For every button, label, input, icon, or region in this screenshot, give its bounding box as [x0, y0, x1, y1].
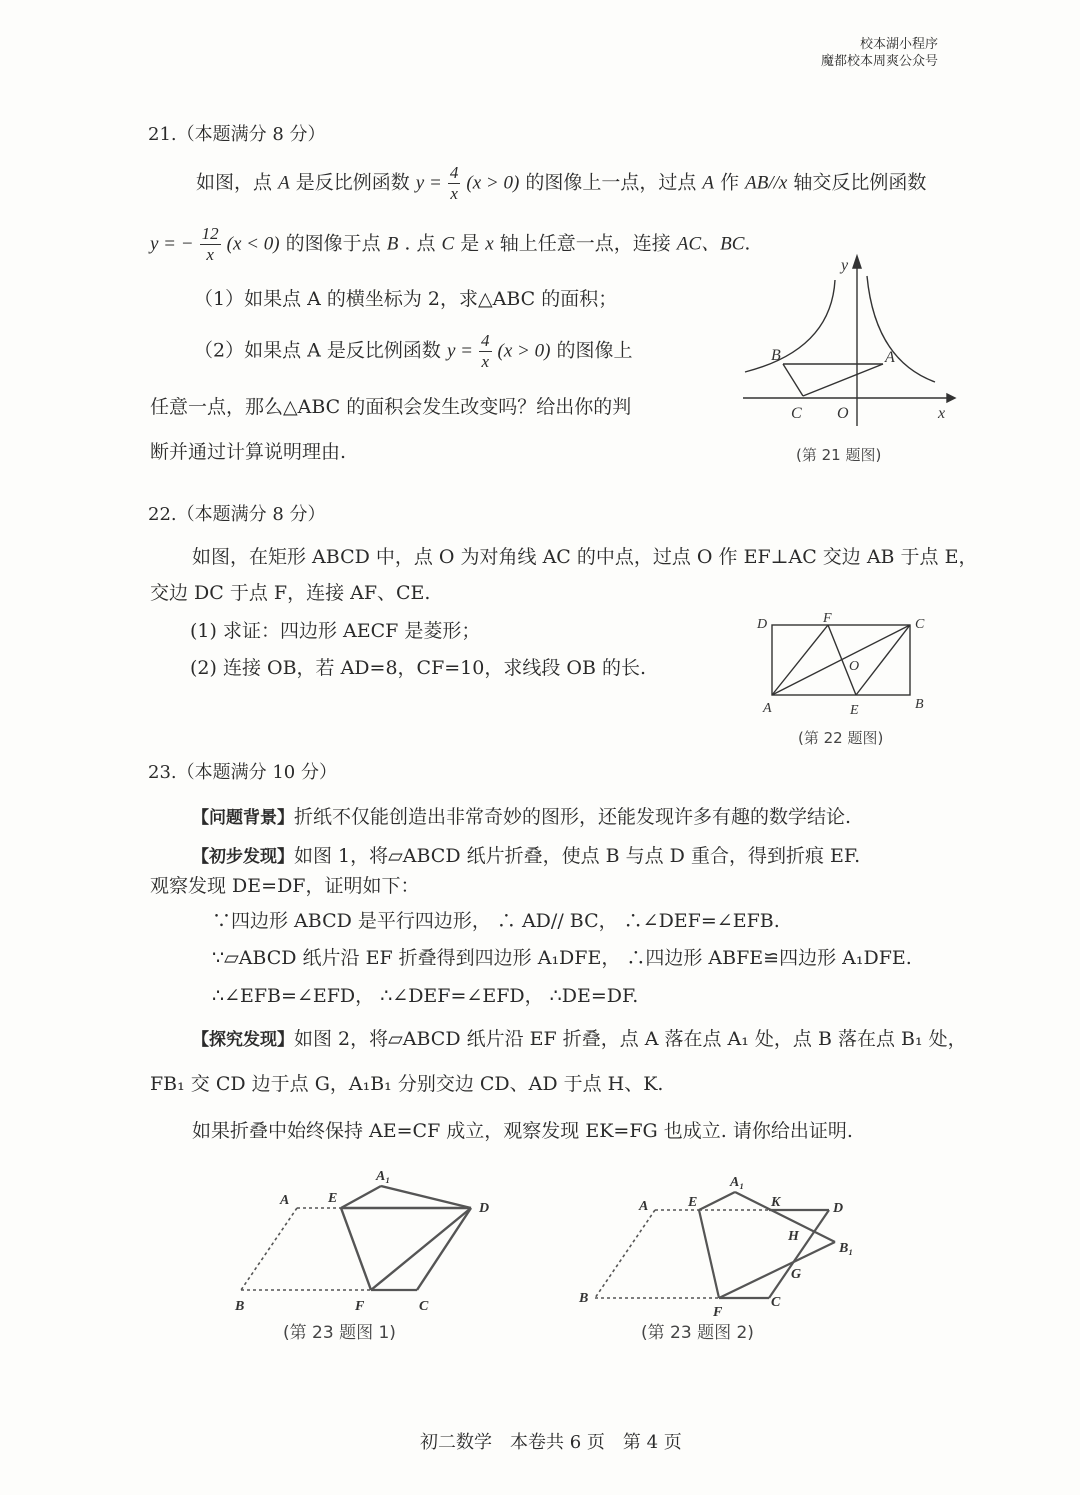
label-e: E	[850, 703, 859, 718]
watermark-line2: 魔都校本周爽公众号	[820, 54, 938, 69]
label-b: B	[771, 347, 781, 364]
q23-initial-finding: 【初步发现】如图 1，将▱ABCD 纸片折叠，使点 B 与点 D 重合，得到折痕 EF.	[192, 845, 861, 867]
diagonal-ac	[772, 625, 910, 695]
dotted-ab	[595, 1210, 655, 1298]
segment-bc	[783, 364, 803, 396]
label-a: A	[639, 1199, 649, 1214]
label-b: B	[235, 1299, 245, 1314]
label-y: y	[841, 257, 849, 274]
watermark	[821, 36, 938, 70]
q23-proof-3: ∴∠EFB=∠EFD， ∴∠DEF=∠EFD， ∴DE=DF.	[212, 985, 639, 1007]
label-f: F	[355, 1299, 365, 1314]
x-axis-arrow	[947, 394, 955, 402]
q23-proof-1: ∵四边形 ABCD 是平行四边形， ∴ AD// BC， ∴∠DEF=∠EFB.	[212, 910, 780, 932]
q23-exploration-line2: FB₁ 交 CD 边于点 G，A₁B₁ 分别交边 CD、AD 于点 H、K.	[150, 1073, 664, 1095]
q23-figure-1	[225, 1160, 515, 1320]
q22-paragraph-1: 如图，在矩形 ABCD 中，点 O 为对角线 AC 的中点，过点 O 作 EF⊥AC 交边 AB 于点 E，	[192, 546, 978, 568]
label-a: A	[885, 349, 895, 366]
y-axis-arrow	[853, 256, 861, 268]
q21-sub-2-line3: 断并通过计算说明理由.	[150, 441, 347, 463]
label-a1: A₁	[730, 1175, 745, 1190]
q22-sub-1: (1) 求证：四边形 AECF 是菱形；	[190, 620, 481, 642]
q21-sub-2: （2）如果点 A 是反比例函数 y = $\frac{4}{x}$ (x > 0) 的图像上	[194, 331, 633, 371]
fraction-4-over-x: $\frac{4}{x}$	[449, 163, 459, 203]
segment-ac	[803, 364, 883, 396]
label-c: C	[915, 617, 925, 632]
q21-caption: (第 21 题图)	[796, 446, 882, 464]
label-c: C	[791, 405, 802, 422]
label-d: D	[833, 1201, 844, 1216]
segment-ef	[341, 1208, 371, 1290]
label-c: C	[419, 1299, 429, 1314]
q22-figure	[755, 610, 935, 720]
q23-figure-2	[575, 1170, 875, 1320]
segment-ec	[856, 625, 910, 695]
segment-cd	[417, 1208, 471, 1290]
label-b: B	[579, 1291, 589, 1306]
q23-exploration: 【探究发现】如图 2，将▱ABCD 纸片沿 EF 折叠，点 A 落在点 A₁ 处，点 B 落在点 B₁ 处，	[192, 1028, 967, 1050]
segment-fb1	[719, 1242, 835, 1298]
q22-sub-2: (2) 连接 OB，若 AD=8，CF=10，求线段 OB 的长.	[190, 657, 647, 679]
segment-fd	[371, 1208, 471, 1290]
curve-left	[745, 280, 835, 372]
label-a1: A₁	[376, 1169, 391, 1184]
label-d: D	[757, 617, 768, 632]
q23-caption-1: (第 23 题图 1)	[283, 1323, 396, 1343]
segment-a1d	[381, 1186, 471, 1208]
label-c: C	[771, 1295, 781, 1310]
segment-ea1	[699, 1192, 735, 1210]
q23-caption-2: (第 23 题图 2)	[641, 1323, 754, 1343]
q21-paragraph-2: y = − $\frac{12}{x}$ (x < 0) 的图像于点 B . 点 C 是 x 轴上任意一点，连接 AC、BC.	[150, 224, 751, 264]
q21-sub-2-line2: 任意一点，那么△ABC 的面积会发生改变吗？给出你的判	[150, 396, 632, 418]
label-e: E	[688, 1195, 698, 1210]
label-d: D	[479, 1201, 490, 1216]
label-o: O	[849, 659, 860, 674]
label-e: E	[328, 1191, 338, 1206]
segment-ef	[699, 1210, 719, 1298]
segment-ea1	[341, 1186, 381, 1208]
q22-header: 22.（本题满分 8 分）	[148, 504, 326, 525]
watermark-line1: 校本湖小程序	[859, 37, 938, 52]
label-k: K	[771, 1195, 781, 1210]
q23-final-task: 如果折叠中始终保持 AE=CF 成立，观察发现 EK=FG 也成立. 请你给出证明.	[192, 1120, 853, 1142]
label-h: H	[788, 1229, 799, 1244]
fraction-4-over-x-2: $\frac{4}{x}$	[481, 331, 490, 371]
q22-paragraph-2: 交边 DC 于点 F，连接 AF、CE.	[150, 582, 431, 604]
dotted-ab	[241, 1208, 297, 1290]
q23-proof-2: ∵▱ABCD 纸片沿 EF 折叠得到四边形 A₁DFE， ∴四边形 ABFE≌四边形 A₁DFE.	[212, 947, 912, 969]
label-f: F	[713, 1305, 723, 1320]
q21-paragraph-1: 如图，点 A 是反比例函数 y = $\frac{4}{x}$ (x > 0) 的图像上一点，过点 A 作 AB//x 轴交反比例函数	[196, 163, 927, 203]
q23-observation: 观察发现 DE=DF，证明如下：	[150, 875, 420, 897]
q23-header: 23.（本题满分 10 分）	[148, 762, 337, 783]
label-a: A	[763, 701, 772, 716]
label-a: A	[280, 1193, 290, 1208]
label-f: F	[823, 611, 832, 626]
segment-af	[772, 625, 828, 695]
label-x: x	[938, 405, 946, 422]
segment-a1b1	[735, 1192, 835, 1242]
q21-figure	[735, 250, 965, 430]
fraction-12-over-x: $\frac{12}{x}$	[201, 224, 219, 264]
label-b: B	[915, 697, 924, 712]
label-b1: B₁	[839, 1241, 854, 1256]
q21-header: 21.（本题满分 8 分）	[148, 124, 326, 145]
q23-background: 【问题背景】折纸不仅能创造出非常奇妙的图形，还能发现许多有趣的数学结论.	[192, 806, 852, 828]
page-footer: 初二数学 本卷共 6 页 第 4 页	[420, 1432, 682, 1453]
label-g: G	[791, 1267, 802, 1282]
q22-caption: (第 22 题图)	[798, 729, 884, 747]
q21-sub-1: （1）如果点 A 的横坐标为 2，求△ABC 的面积；	[194, 288, 618, 310]
label-o: O	[837, 405, 849, 422]
